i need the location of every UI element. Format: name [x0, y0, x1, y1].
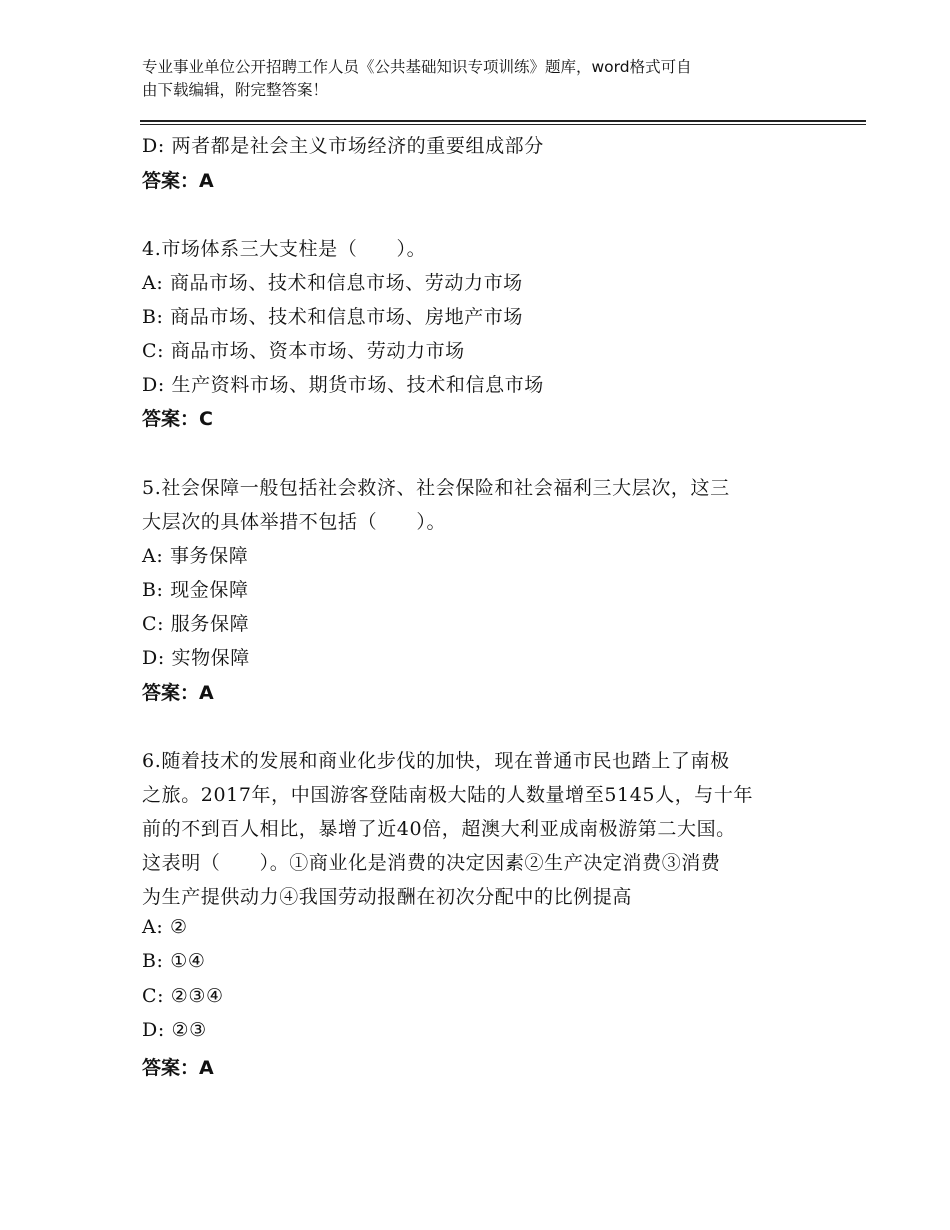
q6-option-b: B: ①④	[142, 950, 206, 972]
q4-answer: 答案：C	[142, 408, 213, 430]
q4-option-a: A: 商品市场、技术和信息市场、劳动力市场	[142, 272, 523, 294]
q5-option-c: C: 服务保障	[142, 613, 250, 635]
q6-stem-line-2: 之旅。2017年，中国游客登陆南极大陆的人数量增至5145人，与十年	[142, 784, 754, 806]
q6-stem-line-1: 6.随着技术的发展和商业化步伐的加快，现在普通市民也踏上了南极	[142, 750, 730, 772]
q6-stem-line-5: 为生产提供动力④我国劳动报酬在初次分配中的比例提高	[142, 886, 633, 908]
q6-option-d: D: ②③	[142, 1019, 207, 1041]
q4-option-c: C: 商品市场、资本市场、劳动力市场	[142, 340, 465, 362]
q4-stem: 4.市场体系三大支柱是（ ）。	[142, 238, 427, 260]
header-line-1: 专业事业单位公开招聘工作人员《公共基础知识专项训练》题库，word格式可自	[142, 58, 692, 76]
header-line-2: 由下载编辑，附完整答案！	[142, 81, 329, 99]
q5-stem-line-2: 大层次的具体举措不包括（ ）。	[142, 511, 447, 533]
header-rule-thin	[140, 124, 866, 125]
q3-answer: 答案：A	[142, 170, 214, 192]
q5-answer: 答案：A	[142, 682, 214, 704]
q6-option-c: C: ②③④	[142, 985, 224, 1007]
q6-stem-line-4: 这表明（ ）。①商业化是消费的决定因素②生产决定消费③消费	[142, 852, 721, 874]
header-rule-thick	[140, 120, 866, 122]
q6-option-a: A: ②	[142, 916, 188, 938]
q4-option-b: B: 商品市场、技术和信息市场、房地产市场	[142, 306, 524, 328]
q3-option-d: D: 两者都是社会主义市场经济的重要组成部分	[142, 135, 544, 157]
q5-option-a: A: 事务保障	[142, 545, 249, 567]
page-header	[142, 56, 822, 102]
q5-stem-line-1: 5.社会保障一般包括社会救济、社会保险和社会福利三大层次，这三	[142, 477, 730, 499]
q5-option-b: B: 现金保障	[142, 579, 249, 601]
q4-option-d: D: 生产资料市场、期货市场、技术和信息市场	[142, 374, 544, 396]
q6-answer: 答案：A	[142, 1057, 214, 1079]
q5-option-d: D: 实物保障	[142, 647, 250, 669]
q6-stem-line-3: 前的不到百人相比，暴增了近40倍，超澳大利亚成南极游第二大国。	[142, 818, 736, 840]
